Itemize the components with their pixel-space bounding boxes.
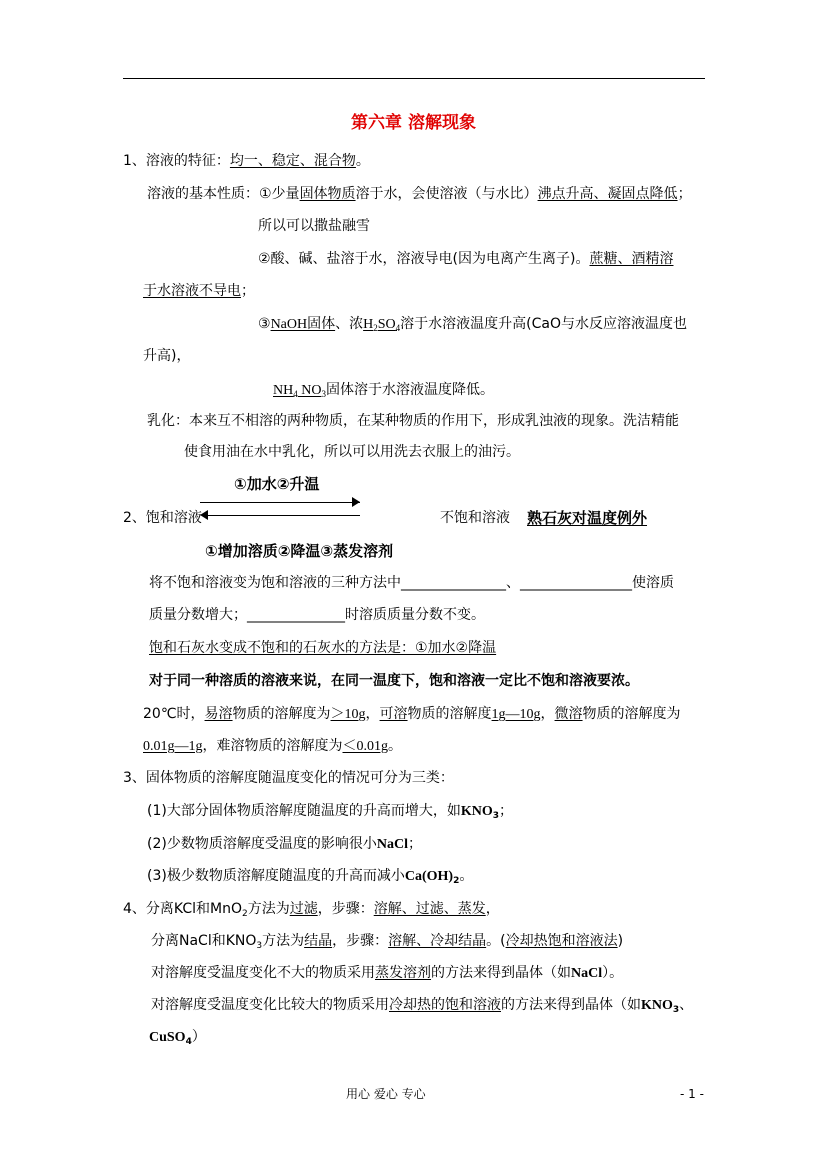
text: ）。 — [602, 965, 624, 981]
text: 对溶解度受温度变化不大的物质采用 — [151, 965, 375, 981]
s1-line-9: 乳化：本来互不相溶的两种物质，在某种物质的作用下，形成乳浊液的现象。洗洁精能 — [147, 413, 679, 429]
text: ，步骤： — [332, 933, 389, 949]
text: (3)极少数物质溶解度随温度的升高而减小 — [147, 868, 405, 884]
arrow-label-top: ①加水②升温 — [234, 475, 320, 493]
underlined-text: 结晶 — [304, 933, 333, 949]
underlined-text: 微溶 — [554, 706, 583, 722]
s4-heading — [123, 900, 500, 923]
formula-nh4no3 — [273, 383, 326, 398]
s1-line-8 — [273, 381, 494, 403]
text: ； — [677, 186, 692, 202]
s3-heading: 3、固体物质的溶解度随温度变化的情况可分为三类： — [123, 770, 454, 786]
s2-question-2: 质量分数增大；______________时溶质质量分数不变。 — [149, 607, 485, 623]
s4-line-4 — [151, 996, 693, 1019]
text: 的方法来得到晶体（如 — [431, 965, 571, 981]
text: ， — [365, 706, 380, 722]
subscript: 2 — [453, 876, 460, 886]
underlined-text: 溶解、冷却结晶 — [388, 933, 487, 949]
text: 。 — [355, 153, 370, 169]
formula: CuSO — [149, 1030, 186, 1045]
text: 。 — [388, 738, 402, 754]
text: 分离NaCl和KNO — [151, 933, 257, 949]
subscript: 3 — [672, 1005, 680, 1015]
underlined-text: ＜0.01g — [342, 739, 388, 754]
s1-line-5 — [143, 282, 255, 300]
s1-line-1 — [123, 152, 370, 170]
underlined-text: 沸点升高、凝固点降低 — [537, 186, 678, 202]
text: (1)大部分固体物质溶解度随温度的升高而增大，如 — [147, 803, 461, 819]
text: 20℃时， — [143, 706, 205, 722]
footer-motto: 用心 爱心 专心 — [346, 1087, 426, 1101]
text: NO — [297, 383, 322, 398]
text: 1、溶液的特征： — [123, 153, 230, 169]
text: 4、分离KCl和MnO — [123, 901, 242, 917]
arrow-left-icon — [200, 510, 208, 520]
underlined-text: 固体物质 — [299, 186, 356, 202]
text: ，步骤： — [317, 901, 374, 917]
formula: NaCl — [571, 966, 603, 981]
arrow-label-bottom: ①增加溶质②降温③蒸发溶剂 — [205, 542, 394, 560]
formula: Ca(OH) — [404, 869, 454, 884]
underlined-text: 0.01g—1g — [143, 739, 203, 754]
underlined-text: 溶解、过滤、蒸发 — [373, 901, 486, 917]
underlined-text: 蔗糖、酒精溶 — [589, 251, 674, 267]
s2-statement: 对于同一种溶质的溶液来说，在同一温度下，饱和溶液一定比不饱和溶液要浓。 — [149, 673, 639, 689]
text: 。( — [486, 933, 506, 949]
subscript: 4 — [395, 323, 401, 333]
formula-h2so4 — [363, 317, 400, 332]
text: 溶于水溶液温度升高(CaO与水反应溶液温度也 — [400, 316, 687, 332]
page-title: 第六章 溶解现象 — [351, 113, 476, 133]
arrow-right-line — [200, 502, 360, 503]
unsaturated-label: 不饱和溶液 — [440, 510, 510, 526]
text: ， — [540, 706, 555, 722]
text: 方法为 — [262, 933, 305, 949]
s1-line-2 — [147, 185, 692, 203]
text: 、浓 — [335, 316, 364, 332]
text: 物质的溶解度为 — [232, 706, 331, 722]
subscript: 3 — [256, 941, 263, 951]
underlined-text: 1g—10g — [491, 707, 541, 722]
s3-item-1 — [147, 802, 513, 825]
subscript: 2 — [373, 323, 378, 333]
page-number: - 1 - — [680, 1087, 704, 1101]
text: ，难溶物质的溶解度为 — [202, 738, 343, 754]
arrow-left-line — [206, 515, 360, 516]
s1-line-3: 所以可以撒盐融雪 — [258, 218, 370, 234]
text: H — [363, 317, 374, 332]
text: ) — [617, 933, 624, 949]
underlined-text: NaOH固体 — [270, 317, 336, 332]
text: 物质的溶解度 — [407, 706, 492, 722]
underlined-text: 于水溶液不导电 — [143, 283, 241, 299]
subscript: 3 — [321, 389, 326, 399]
text: (2)少数物质溶解度受温度的影响很小 — [147, 836, 377, 852]
s3-item-3 — [147, 867, 473, 890]
s1-line-4 — [258, 250, 673, 268]
saturated-label: 2、饱和溶液 — [123, 510, 202, 526]
text: 物质的溶解度为 — [582, 706, 681, 722]
text: SO — [377, 317, 396, 332]
text: 溶液的基本性质：①少量 — [147, 186, 300, 202]
subscript: 3 — [492, 811, 499, 821]
text: 。 — [459, 868, 474, 884]
text: ， — [485, 901, 500, 917]
text: 方法为 — [247, 901, 290, 917]
formula: KNO — [460, 804, 493, 819]
underlined-text: 可溶 — [379, 706, 408, 722]
note-exception: 熟石灰对温度例外 — [527, 509, 648, 527]
underlined-text: 蒸发溶剂 — [375, 965, 431, 981]
text: ； — [241, 283, 255, 299]
s2-solubility-2 — [143, 737, 402, 756]
s2-limewater: 饱和石灰水变成不饱和的石灰水的方法是：①加水②降温 — [149, 640, 497, 656]
text: NH — [273, 383, 294, 398]
s1-line-6 — [258, 315, 687, 337]
underlined-text: 易溶 — [204, 706, 233, 722]
formula: KNO — [641, 998, 673, 1013]
subscript: 2 — [241, 909, 248, 919]
s2-solubility-1 — [143, 705, 681, 724]
s4-line-3 — [151, 964, 623, 983]
text: 的方法来得到晶体（如 — [501, 997, 641, 1013]
s3-item-2 — [147, 835, 422, 854]
s1-line-10: 使食用油在水中乳化，所以可以用洗去衣服上的油污。 — [184, 444, 520, 460]
underlined-text: 冷却热的饱和溶液 — [389, 997, 501, 1013]
underlined-text: 过滤 — [289, 901, 318, 917]
text: 、 — [679, 997, 694, 1013]
arrow-right-icon — [352, 497, 360, 507]
text: 对溶解度受温度变化比较大的物质采用 — [151, 997, 389, 1013]
text: 溶于水，会使溶液（与水比） — [355, 186, 538, 202]
formula: NaCl — [376, 837, 408, 852]
text: 固体溶于水溶液温度降低。 — [325, 382, 494, 398]
underlined-text: ＞10g — [330, 707, 366, 722]
text: ； — [407, 836, 422, 852]
s1-line-7: 升高)， — [143, 348, 191, 364]
text: ②酸、碱、盐溶于水，溶液导电(因为电离产生离子)。 — [258, 251, 590, 267]
subscript: 4 — [185, 1037, 192, 1047]
text: ； — [499, 803, 513, 819]
text: ） — [191, 1029, 206, 1045]
s4-line-5 — [149, 1028, 206, 1051]
s2-question-1: 将不饱和溶液变为饱和溶液的三种方法中_______________、________________使溶质 — [149, 575, 674, 591]
header-rule — [123, 78, 705, 79]
text: ③ — [258, 316, 271, 332]
underlined-text: 冷却热饱和溶液法 — [505, 933, 618, 949]
s4-line-2 — [151, 932, 623, 955]
subscript: 4 — [293, 389, 298, 399]
underlined-text: 均一、稳定、混合物 — [229, 153, 356, 169]
